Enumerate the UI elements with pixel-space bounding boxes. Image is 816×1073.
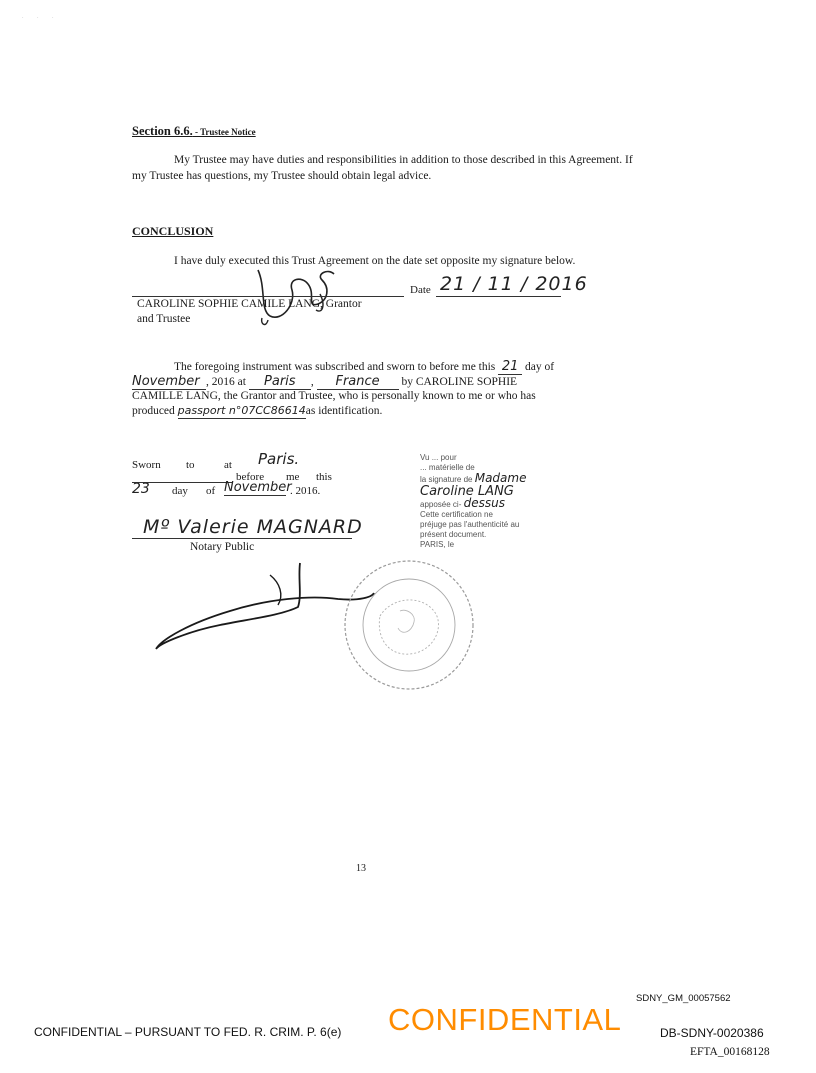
scan-artifact: . . . (22, 14, 60, 20)
stamp-line-2: ... matérielle de (420, 463, 475, 472)
bates-number-gm: SDNY_GM_00057562 (636, 993, 731, 1004)
stamp-line-7: présent document. (420, 530, 487, 539)
grantor-name: CAROLINE SOPHIE CAMILE LANG, Grantor (137, 298, 362, 310)
section-subheading: - Trustee Notice (192, 127, 256, 137)
ack-text-1b: day of (525, 361, 555, 373)
sworn-day-number: 23 (132, 481, 150, 497)
confidential-notice: CONFIDENTIAL – PURSUANT TO FED. R. CRIM. P. 6(e) (34, 1025, 342, 1039)
section-heading (132, 124, 256, 139)
ack-line-1 (174, 360, 554, 375)
stamp-handwritten-dessus: dessus (463, 496, 505, 510)
ack-month: November (132, 375, 206, 390)
ack-text-1a: The foregoing instrument was subscribed and sworn to before me this (174, 361, 496, 373)
ack-text-4b: as identification. (305, 405, 383, 417)
ack-text-2b: by CAROLINE SOPHIE (401, 376, 518, 388)
ack-line-2 (132, 375, 517, 390)
ack-text-2a: , 2016 at (206, 376, 246, 388)
bates-number-db: DB-SDNY-0020386 (660, 1026, 764, 1040)
notary-seal (340, 556, 478, 694)
ack-line-3: CAMILLE LANG, the Grantor and Trustee, who is personally known to me or who has (132, 390, 536, 402)
stamp-line-6: préjuge pas l'authenticité au (420, 520, 520, 529)
date-line (436, 296, 561, 297)
ack-city: Paris (249, 375, 311, 390)
ack-day: 21 (498, 360, 522, 375)
confidential-stamp: CONFIDENTIAL (388, 1002, 622, 1037)
ack-comma: , (310, 376, 314, 388)
sworn-city: Paris. (258, 450, 300, 468)
stamp-line-8: PARIS, le (420, 540, 455, 549)
sworn-year: . 2016. (290, 485, 321, 497)
ack-line-4 (132, 404, 382, 419)
stamp-line-4-text: apposée ci- (420, 500, 462, 509)
sworn-before: before (236, 471, 265, 483)
ack-country: France (317, 375, 399, 390)
notary-signature-line (132, 538, 352, 539)
notary-handwritten-name: Mº Valerie MAGNARD (143, 516, 363, 538)
stamp-handwritten-madame: Madame (474, 471, 527, 485)
stamp-line-4 (420, 498, 580, 510)
conclusion-heading: CONCLUSION (132, 224, 214, 238)
grantor-signature-line (132, 296, 404, 297)
section-number: Section 6.6. (132, 124, 193, 138)
date-label: Date (410, 284, 431, 296)
stamp-handwritten-name: Caroline LANG (420, 484, 514, 499)
sworn-of: of (206, 485, 216, 497)
sworn-me: me (286, 471, 300, 483)
ack-document: passport n°07CC86614 (177, 404, 306, 417)
trustee-notice-paragraph: My Trustee may have duties and responsibilities in addition to those described in this Agreement. If my Trustee has questions, my Trustee should obtain legal advice. (132, 154, 633, 182)
grantor-signature (236, 258, 356, 330)
conclusion-paragraph: I have duly executed this Trust Agreement on the date set opposite my signature below. (174, 255, 576, 267)
grantor-role: and Trustee (137, 313, 191, 325)
sworn-at: at (224, 459, 232, 471)
stamp-line-5: Cette certification ne (420, 510, 493, 519)
certification-stamp-text (420, 453, 580, 550)
sworn-to: to (186, 459, 195, 471)
notary-title: Notary Public (190, 541, 255, 553)
sworn-this: this (316, 471, 332, 483)
sworn-word: Sworn (132, 459, 161, 471)
sworn-month: November (224, 480, 292, 495)
signature-date: 21 / 11 / 2016 (440, 273, 588, 295)
sworn-day-word: day (172, 485, 188, 497)
bates-number-efta: EFTA_00168128 (690, 1046, 770, 1058)
ack-text-4a: produced (132, 405, 175, 417)
stamp-line-3-text: la signature de (420, 475, 473, 484)
page-number: 13 (356, 863, 366, 874)
stamp-line-1: Vu ... pour (420, 453, 457, 462)
